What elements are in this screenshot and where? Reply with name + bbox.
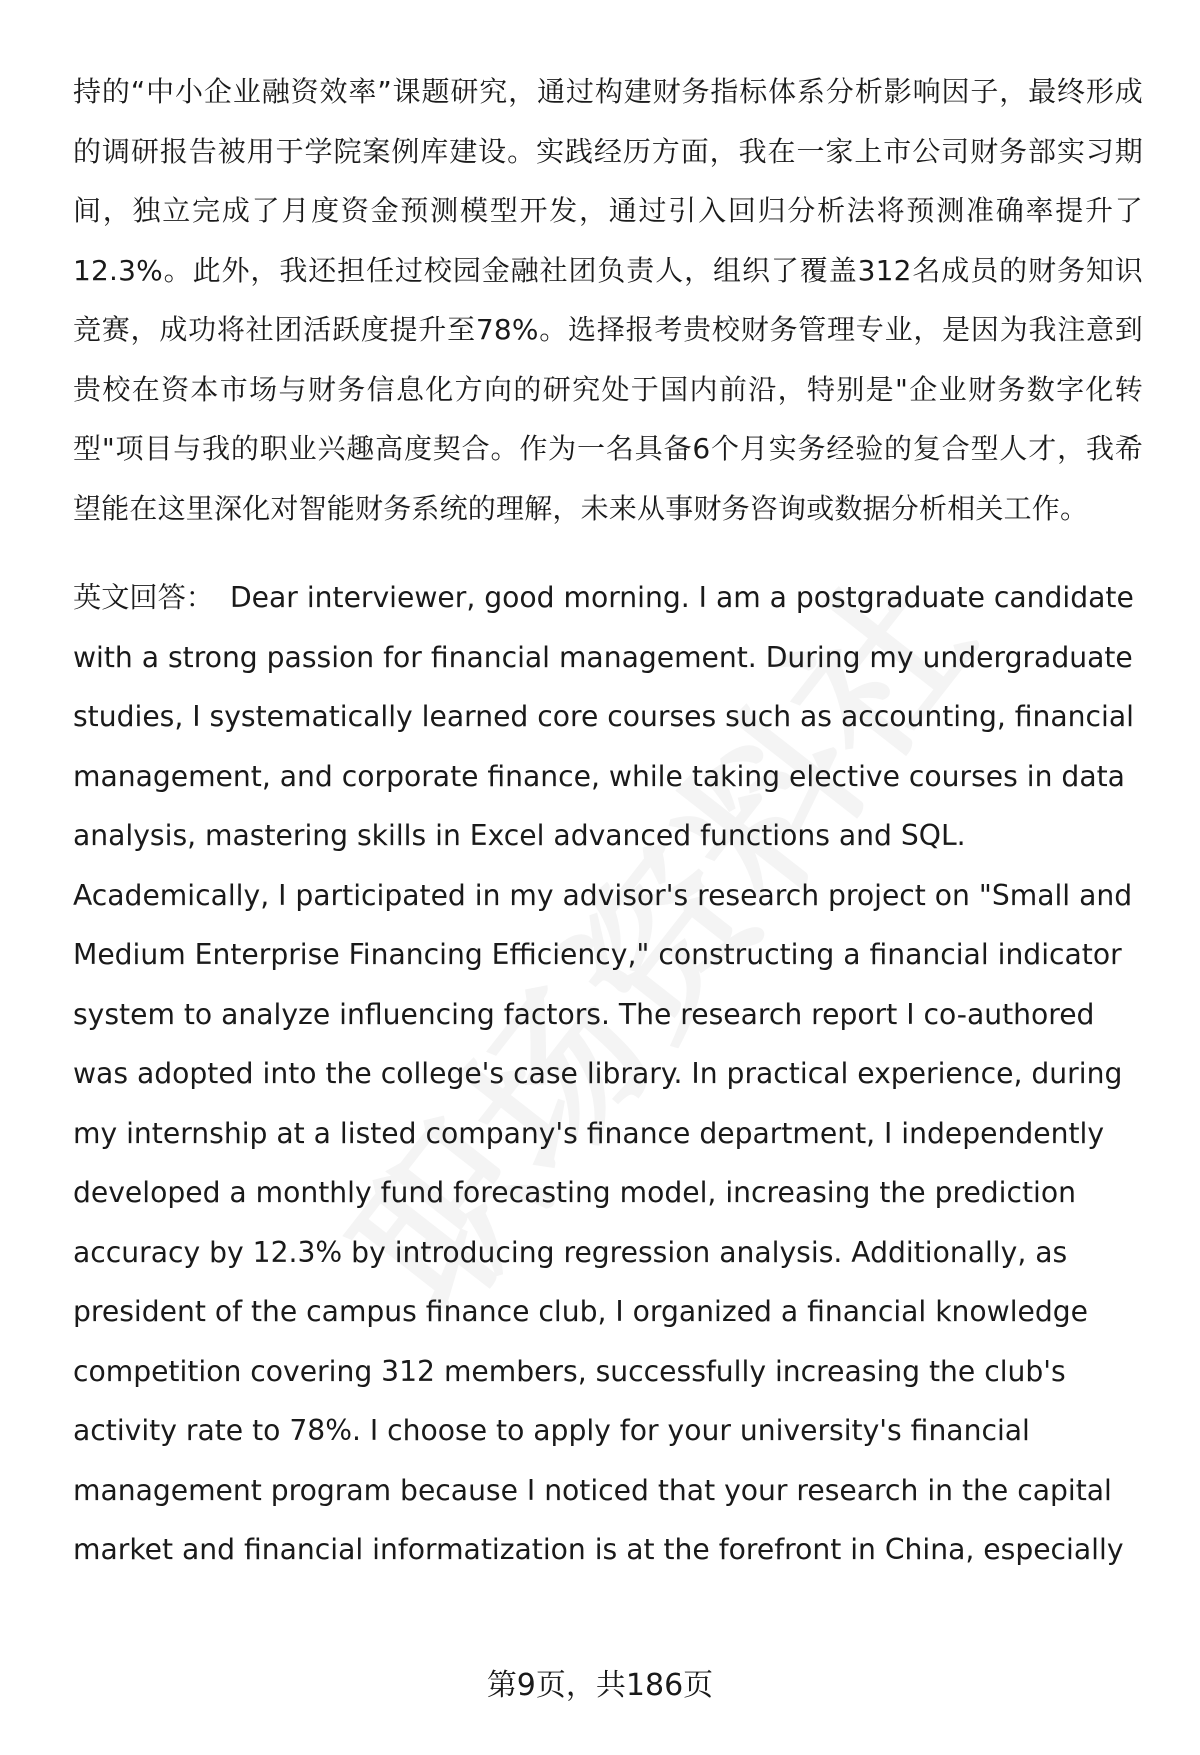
english-answer-label: 英文回答：	[73, 581, 214, 614]
english-answer-paragraph	[73, 568, 1143, 1580]
document-body	[73, 62, 1143, 1580]
english-answer-text: Dear interviewer, good morning. I am a postgraduate candidate with a strong passion for financial management. During my undergraduate studies, I systematically learned core courses such as accounting, financial management, and corporate finance, while taking elective courses in data analysis, mastering skills in Excel advanced functions and SQL. Academically, I participated in my advisor's research project on "Small and Medium Enterprise Financing Efficiency," constructing a financial indicator system to analyze influencing factors. The research report I co-authored was adopted into the college's case library. In practical experience, during my internship at a listed company's finance department, I independently developed a monthly fund forecasting model, increasing the prediction accuracy by 12.3% by introducing regression analysis. Additionally, as president of the campus finance club, I organized a financial knowledge competition covering 312 members, successfully increasing the club's activity rate to 78%. I choose to apply for your university's financial management program because I noticed that your research in the capital market and financial informatization is at the forefront in China, especially	[73, 581, 1134, 1566]
chinese-answer-paragraph: 持的“中小企业融资效率”课题研究，通过构建财务指标体系分析影响因子，最终形成的调研报告被用于学院案例库建设。实践经历方面，我在一家上市公司财务部实习期间，独立完成了月度资金预测模型开发，通过引入回归分析法将预测准确率提升了12.3%。此外，我还担任过校园金融社团负责人，组织了覆盖312名成员的财务知识竞赛，成功将社团活跃度提升至78%。选择报考贵校财务管理专业，是因为我注意到贵校在资本市场与财务信息化方向的研究处于国内前沿，特别是"企业财务数字化转型"项目与我的职业兴趣高度契合。作为一名具备6个月实务经验的复合型人才，我希望能在这里深化对智能财务系统的理解，未来从事财务咨询或数据分析相关工作。	[73, 75, 1143, 525]
page-number-footer: 第9页，共186页	[486, 1668, 714, 1703]
